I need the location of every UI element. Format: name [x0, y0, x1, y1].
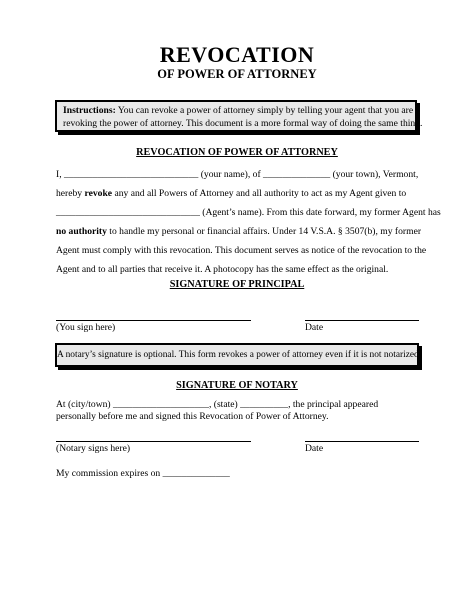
notary-sign-caption: (Notary signs here) [56, 443, 131, 454]
revocation-line-2-b: any and all Powers of Attorney and all authority to act as my Agent given to [112, 188, 407, 199]
instructions-box [55, 100, 423, 132]
principal-date-caption: Date [305, 322, 324, 333]
instructions-line-1 [63, 105, 414, 118]
revocation-line-6: Agent and to all parties that receive it. A photocopy has the same effect as the original. [56, 264, 389, 275]
notary-signature-heading: SIGNATURE OF NOTARY [176, 380, 298, 391]
principal-sign-caption: (You sign here) [56, 322, 116, 333]
revocation-line-2-a: hereby [56, 188, 85, 199]
instructions-label: Instructions: [63, 105, 116, 116]
principal-signature-heading: SIGNATURE OF PRINCIPAL [169, 279, 305, 290]
notary-signature-line[interactable] [56, 441, 251, 442]
revoke-word: revoke [84, 188, 113, 199]
document-title: REVOCATION [159, 42, 315, 67]
notary-statement-line-1: At (city/town) ____________________, (state) __________, the principal appeared [56, 399, 379, 410]
notary-date-caption: Date [305, 443, 324, 454]
notary-statement-line-2: personally before me and signed this Revocation of Power of Attorney. [56, 411, 329, 422]
principal-signature-line[interactable] [56, 320, 251, 321]
principal-date-line[interactable] [305, 320, 419, 321]
revocation-heading: REVOCATION OF POWER OF ATTORNEY [136, 147, 338, 158]
instructions-text-2: revoking the power of attorney. This document is a more formal way of doing the same thing. [63, 117, 423, 129]
revocation-line-4-b: to handle my personal or financial affairs. Under 14 V.S.A. § 3507(b), my former [106, 226, 422, 237]
revocation-line-5: Agent must comply with this revocation. This document serves as notice of the revocation to the [56, 245, 427, 256]
revocation-line-1: I, ____________________________ (your name), of ______________ (your town), Vermont, [56, 169, 419, 180]
revocation-line-3: ______________________________ (Agent’s name). From this date forward, my former Agent has [56, 207, 441, 218]
revocation-line-2 [56, 184, 418, 203]
notary-date-line[interactable] [305, 441, 419, 442]
revocation-paragraph [56, 165, 441, 279]
notary-optional-note: A notary’s signature is optional. This form revokes a power of attorney even if it is not notarized. [55, 343, 419, 367]
instructions-text-1: You can revoke a power of attorney simply by telling your agent that you are [115, 105, 414, 116]
document-subtitle: OF POWER OF ATTORNEY [157, 67, 317, 81]
no-authority-phrase: no authority [56, 226, 107, 237]
revocation-line-4 [56, 222, 422, 241]
commission-expiry-line: My commission expires on ______________ [56, 468, 230, 479]
